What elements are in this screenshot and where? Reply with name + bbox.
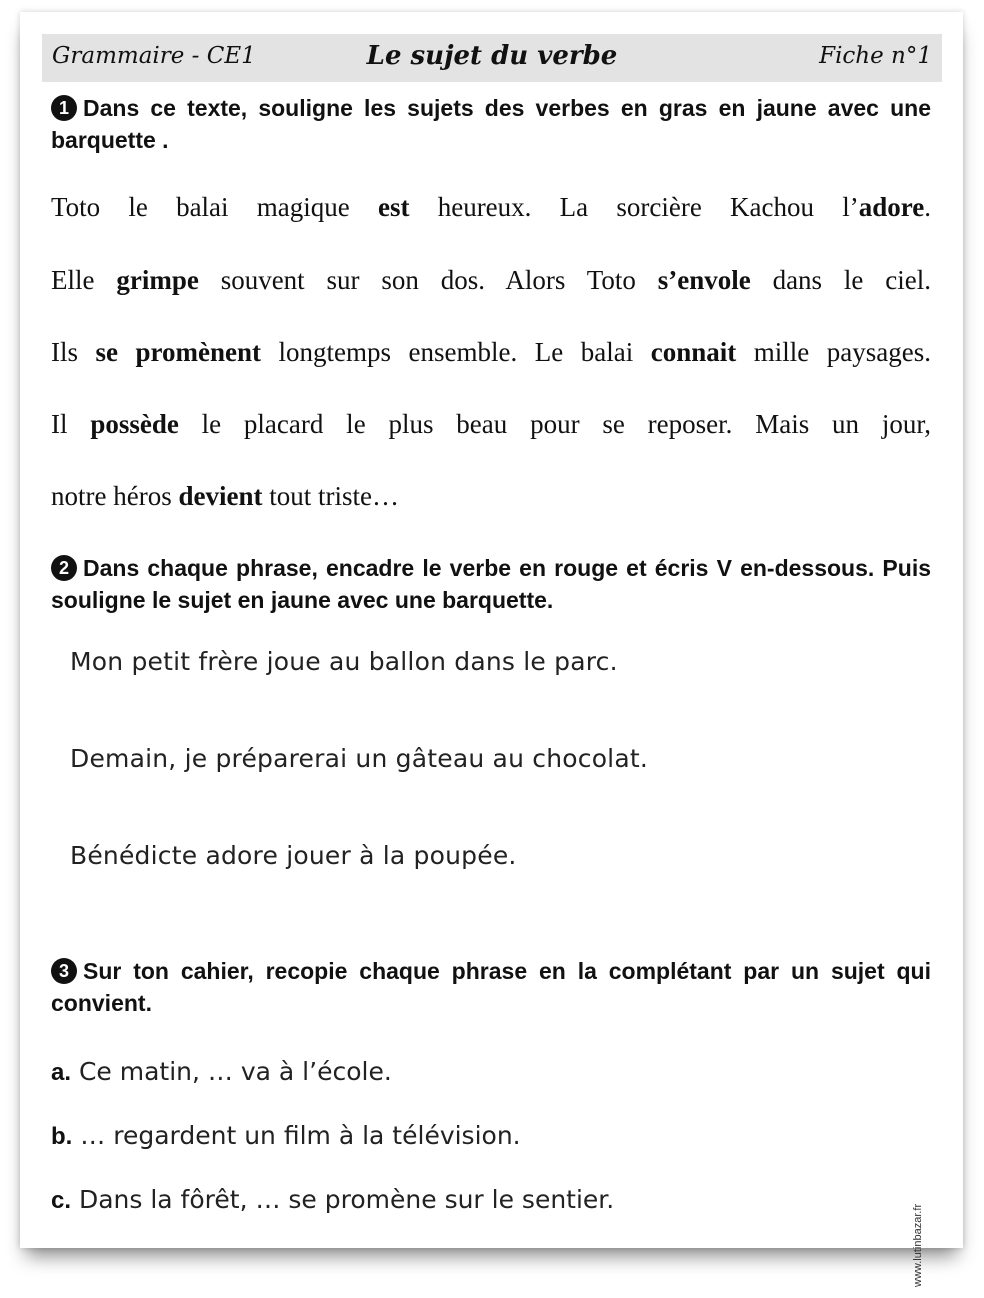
bold-verb: connait [650, 337, 737, 367]
bold-verb: possède [90, 409, 179, 439]
item-text: Ce matin, … va à l’école. [71, 1057, 392, 1086]
text-segment: dans le ciel. [750, 265, 931, 295]
item-text: … regardent un film à la télévision. [72, 1121, 521, 1150]
text-segment: heureux. La sorcière Kachou l’ [409, 192, 859, 222]
bold-verb: adore [858, 192, 925, 222]
exercise-1-number-badge: 1 [51, 95, 77, 121]
text-segment: le placard le plus beau pour se reposer. Mais un jour, [178, 409, 931, 439]
exercise-3-number-badge: 3 [51, 958, 77, 984]
item-label: b. [51, 1123, 73, 1150]
exercise-2-instruction [51, 552, 931, 616]
header-bar [42, 34, 942, 82]
text-line-3 [51, 336, 931, 368]
exercise-3-item-c [51, 1184, 614, 1217]
text-segment: souvent sur son dos. Alors Toto [198, 265, 658, 295]
exercise-3-instruction-text: Sur ton cahier, recopie chaque phrase en la complétant par un sujet qui convient. [51, 958, 931, 1016]
exercise-2-sentence-1: Mon petit frère joue au ballon dans le parc. [70, 647, 618, 676]
bold-verb: grimpe [116, 265, 199, 295]
exercise-3-item-b [51, 1120, 521, 1153]
text-segment: tout triste… [262, 481, 399, 511]
exercise-3-item-a [51, 1056, 392, 1089]
exercise-1-instruction [51, 92, 931, 156]
text-segment: notre héros [51, 481, 179, 511]
bold-verb: se promènent [95, 337, 262, 367]
text-segment: Ils [51, 337, 96, 367]
text-segment: Elle [51, 265, 117, 295]
text-line-5 [51, 480, 931, 512]
header-subject: Grammaire - CE1 [52, 43, 256, 69]
exercise-2-sentence-3: Bénédicte adore jouer à la poupée. [70, 841, 517, 870]
item-text: Dans la fôrêt, … se promène sur le sentier. [71, 1185, 615, 1214]
text-segment: longtemps ensemble. Le balai [261, 337, 651, 367]
text-segment: mille paysages. [736, 337, 931, 367]
exercise-1-instruction-text: Dans ce texte, souligne les sujets des verbes en gras en jaune avec une barquette . [51, 95, 931, 153]
text-segment: . [924, 192, 931, 222]
text-line-4 [51, 408, 931, 440]
text-segment: Il [51, 409, 91, 439]
worksheet-page [20, 12, 963, 1287]
page-title: Le sujet du verbe [366, 41, 618, 71]
header-sheet-number: Fiche n°1 [819, 43, 932, 69]
exercise-2-number-badge: 2 [51, 555, 77, 581]
exercise-2-instruction-text: Dans chaque phrase, encadre le verbe en rouge et écris V en-dessous. Puis souligne le sujet en jaune avec une barquette. [51, 555, 931, 613]
item-label: c. [51, 1187, 72, 1214]
text-line-1 [51, 191, 931, 223]
bold-verb: devient [178, 481, 263, 511]
text-line-2 [51, 264, 931, 296]
item-label: a. [51, 1059, 72, 1086]
site-credit: www.lutinbazar.fr [912, 1203, 924, 1287]
bold-verb: s’envole [657, 265, 751, 295]
text-segment: Toto le balai magique [51, 192, 378, 222]
bold-verb: est [377, 192, 410, 222]
exercise-2-sentence-2: Demain, je préparerai un gâteau au chocolat. [70, 744, 649, 773]
exercise-3-instruction [51, 955, 931, 1019]
